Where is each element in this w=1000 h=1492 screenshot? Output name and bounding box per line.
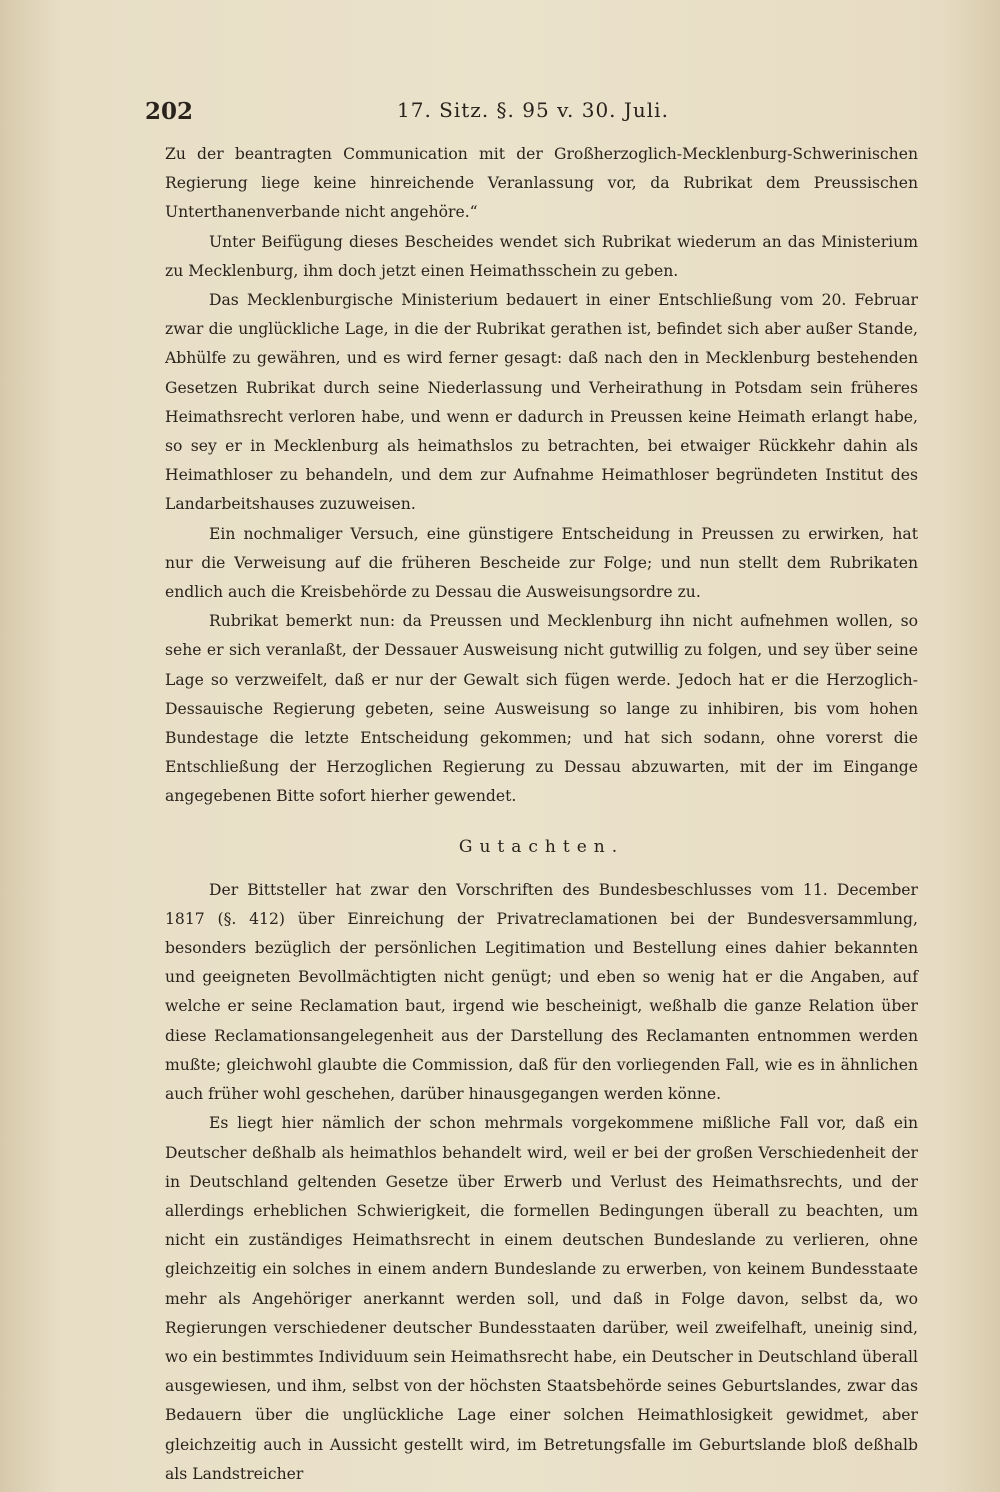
running-head: 17. Sitz. §. 95 v. 30. Juli. — [397, 98, 669, 122]
paragraph: Das Mecklenburgische Ministerium bedauert in einer Entschließung vom 20. Februar zwar die unglückliche Lage, in die der Rubrikat gerathen ist, befindet sich aber außer Stande, Abhülfe zu gewähren, und es wird ferner gesagt: daß nach den in Mecklenburg bestehenden Gesetzen Rubrikat durch seine Niederlassung und Verheirathung in Potsdam sein früheres Heimathsrecht verloren habe, und wenn er dadurch in Preussen keine Heimath erlangt habe, so sey er in Mecklenburg als heimathslos zu betrachten, bei etwaiger Rückkehr dahin als Heimathloser zu behandeln, und dem zur Aufnahme Heimathloser begründeten Institut des Landarbeitshauses zuzuweisen. — [165, 291, 918, 514]
page-number: 202 — [145, 98, 194, 125]
paragraph: Der Bittsteller hat zwar den Vorschriften des Bundesbeschlusses vom 11. December 1817 (§. 412) über Einreichung der Privatreclamationen bei der Bundesversammlung, besonders bezüglich der persönlichen Legitimation und Bestellung eines dahier bekannten und geeigneten Bevollmächtigten nicht genügt; und eben so wenig hat er die Angaben, auf welche er seine Reclamation baut, irgend wie bescheinigt, weßhalb die ganze Relation über diese Reclamationsangelegenheit aus der Darstellung des Reclamanten entnommen werden mußte; gleichwohl glaubte die Commission, daß für den vorliegenden Fall, wie es in ähnlichen auch früher wohl geschehen, darüber hinausgegangen werden könne. — [165, 880, 918, 1104]
page-header — [145, 98, 922, 134]
paragraph: Ein nochmaliger Versuch, eine günstigere Entscheidung in Preussen zu erwirken, hat nur die Verweisung auf die früheren Bescheide zur Folge; und nun stellt dem Rubrikaten endlich auch die Kreisbehörde zu Dessau die Ausweisungsordre zu. — [165, 524, 918, 602]
section-heading: Gutachten. — [458, 836, 625, 857]
paragraph: Zu der beantragten Communication mit der Großherzoglich-Mecklenburg-Schwerinischen Regierung liege keine hinreichende Veranlassung vor, da Rubrikat dem Preussischen Unterthanenverbande nicht angehöre.“ — [165, 145, 918, 222]
paragraph: Rubrikat bemerkt nun: da Preussen und Mecklenburg ihn nicht aufnehmen wollen, so sehe er sich veranlaßt, der Dessauer Ausweisung nicht gutwillig zu folgen, und sey über seine Lage so verzweifelt, daß er nur der Gewalt sich fügen werde. Jedoch hat er die Herzoglich-Dessauische Regierung gebeten, seine Ausweisung so lange zu inhibiren, bis vom hohen Bundestage die letzte Entscheidung gekommen; und hat sich sodann, ohne vorerst die Entschließung der Herzoglichen Regierung zu Dessau abzuwarten, mit der im Eingange angegebenen Bitte sofort hierher gewendet. — [165, 612, 918, 806]
page-body — [165, 140, 918, 1489]
paragraph: Es liegt hier nämlich der schon mehrmals vorgekommene mißliche Fall vor, daß ein Deutscher deßhalb als heimathlos behandelt wird, weil er bei der großen Verschiedenheit der in Deutschland geltenden Gesetze über Erwerb und Verlust des Heimathsrechts, und der allerdings erheblichen Schwierigkeit, die formellen Bedingungen überall zu beachten, um nicht ein zuständiges Heimathsrecht in einem deutschen Bundeslande zu verlieren, ohne gleichzeitig ein solches in einem andern Bundeslande zu erwerben, von keinem Bundesstaate mehr als Angehöriger anerkannt werden soll, und daß in Folge davon, selbst da, wo Regierungen verschiedener deutscher Bundesstaaten darüber, weil zweifelhaft, uneinig sind, wo ein bestimmtes Individuum sein Heimathsrecht habe, ein Deutscher in Deutschland überall ausgewiesen, und ihm, selbst von der höchsten Staatsbehörde seines Geburtslandes, zwar das Bedauern über die unglückliche Lage einer solchen Heimathlosigkeit gewidmet, aber gleichzeitig auch in Aussicht gestellt wird, im Betretungsfalle im Geburtslande bloß deßhalb als Landstreicher — [165, 1114, 918, 1483]
paragraph: Unter Beifügung dieses Bescheides wendet sich Rubrikat wiederum an das Ministerium zu Mecklenburg, ihm doch jetzt einen Heimathsschein zu geben. — [165, 232, 918, 280]
